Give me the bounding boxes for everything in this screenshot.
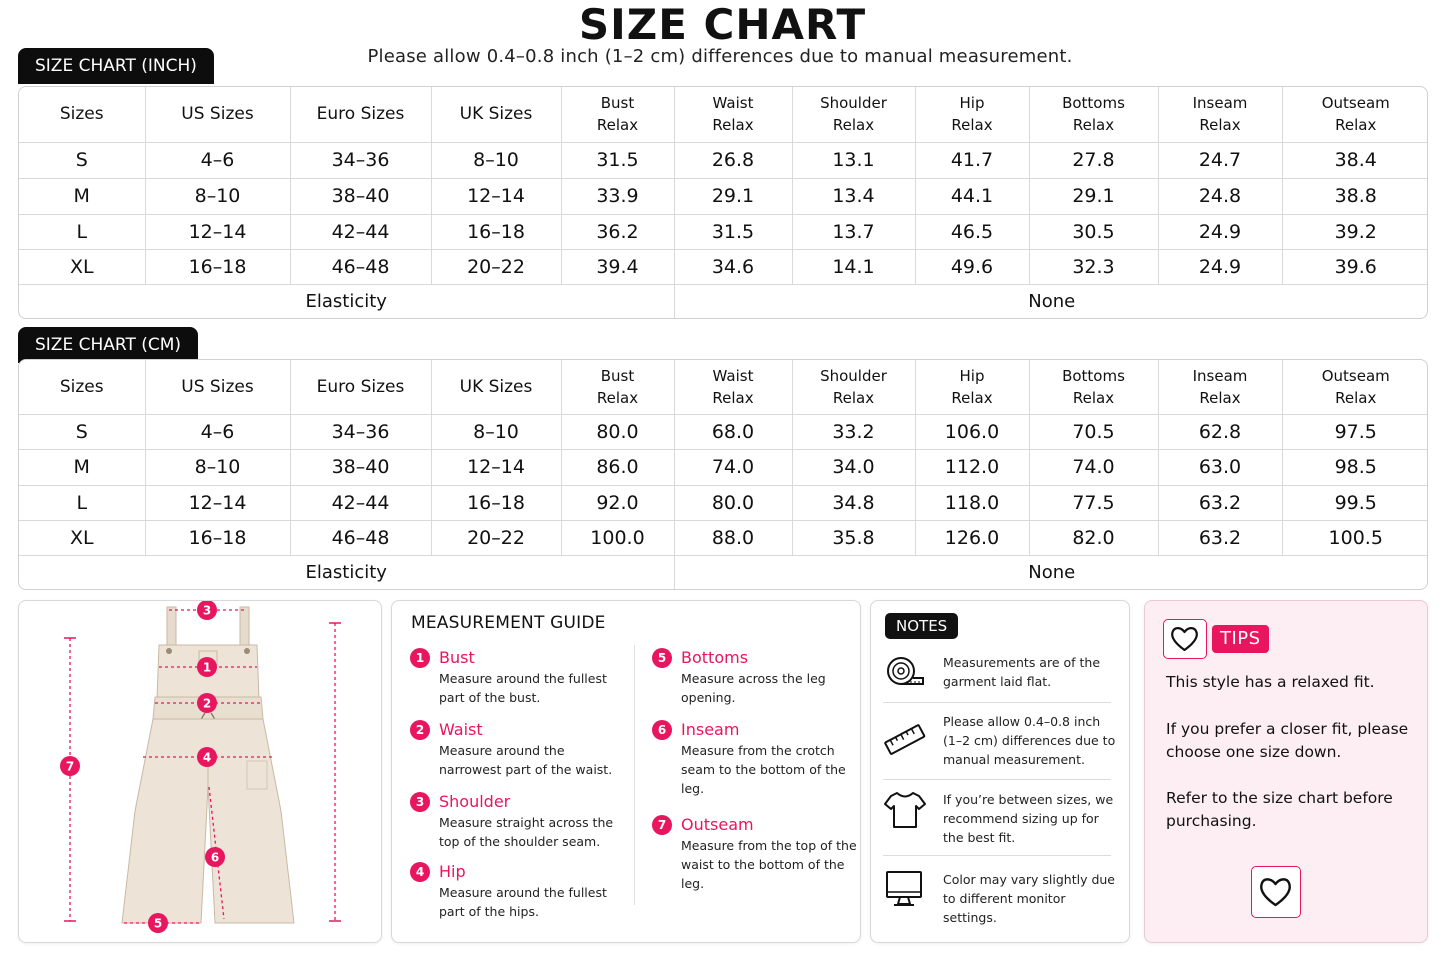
- guide-item-description: Measure from the crotch seam to the bottom of the leg.: [681, 743, 846, 796]
- table-cell: 34.6: [674, 249, 792, 284]
- tips-badge: TIPS: [1212, 625, 1269, 653]
- note-divider: [883, 855, 1111, 856]
- table-row: [19, 485, 1428, 520]
- table-row: [19, 249, 1428, 284]
- table-cell: 46.5: [915, 214, 1029, 249]
- guide-item-number: 7: [652, 815, 672, 835]
- table-cell: 29.1: [674, 178, 792, 214]
- table-cell: 80.0: [561, 414, 674, 449]
- guide-item: [652, 719, 862, 798]
- guide-item-number: 1: [410, 648, 430, 668]
- table-cell: 35.8: [792, 520, 915, 555]
- guide-item-number: 4: [410, 862, 430, 882]
- table-cell: 24.7: [1158, 142, 1282, 178]
- tips-heart-box-bottom: [1251, 866, 1301, 918]
- marker-3: [197, 601, 217, 620]
- tip-text: If you prefer a closer fit, please choose one size down.: [1166, 720, 1409, 761]
- svg-text:3: 3: [202, 603, 212, 618]
- table-cell: 98.5: [1282, 449, 1428, 485]
- table-cell: 4–6: [145, 142, 290, 178]
- measurement-guide-panel: [391, 600, 861, 943]
- table-header-row: [19, 360, 1428, 414]
- svg-text:7: 7: [65, 759, 75, 774]
- table-cell: 74.0: [1029, 449, 1158, 485]
- table-cell: 86.0: [561, 449, 674, 485]
- table-cell: 8–10: [145, 449, 290, 485]
- table-cell: 82.0: [1029, 520, 1158, 555]
- column-header-label: Shoulder: [820, 366, 887, 385]
- column-header: [561, 360, 674, 414]
- note-divider: [883, 702, 1111, 703]
- elasticity-value: None: [1028, 561, 1076, 583]
- column-header-label: Waist: [712, 366, 754, 385]
- table-cell: XL: [19, 249, 145, 284]
- table-cell: 20–22: [431, 520, 561, 555]
- guide-item-name: Waist: [439, 720, 483, 739]
- table-cell: 16–18: [431, 214, 561, 249]
- column-header-sublabel: Relax: [1199, 388, 1241, 407]
- column-header: [915, 87, 1029, 142]
- table-cell: 4–6: [145, 414, 290, 449]
- column-header: [674, 87, 792, 142]
- note-text: Measurements are of the garment laid flat.: [943, 655, 1101, 689]
- table-cell: 16–18: [431, 485, 561, 520]
- elasticity-row: [19, 555, 1428, 589]
- marker-2: [197, 693, 217, 713]
- column-header-label: Waist: [712, 94, 754, 113]
- column-header-sublabel: Relax: [1072, 388, 1115, 407]
- guide-item-name: Bottoms: [681, 648, 749, 667]
- notes-tab: NOTES: [885, 613, 958, 639]
- table-cell: 34.0: [792, 449, 915, 485]
- guide-item-number: 3: [410, 792, 430, 812]
- guide-item: [652, 814, 862, 893]
- table-cell: 12–14: [145, 214, 290, 249]
- guide-item-number: 5: [652, 648, 672, 668]
- column-header: UK Sizes: [431, 87, 561, 142]
- column-header: UK Sizes: [431, 360, 561, 414]
- table-cell: 33.2: [792, 414, 915, 449]
- column-header-sublabel: Relax: [1335, 388, 1377, 407]
- table-row: [19, 178, 1428, 214]
- guide-item: [410, 861, 620, 921]
- table-cell: 68.0: [674, 414, 792, 449]
- marker-6: [205, 847, 225, 867]
- table-cell: 99.5: [1282, 485, 1428, 520]
- table-cell: 24.9: [1158, 214, 1282, 249]
- table-cell: 33.9: [561, 178, 674, 214]
- inch-chart-tab: SIZE CHART (INCH): [18, 48, 214, 84]
- table-row: [19, 214, 1428, 249]
- table-row: [19, 142, 1428, 178]
- table-cell: S: [19, 414, 145, 449]
- table-cell: 12–14: [145, 485, 290, 520]
- table-cell: 70.5: [1029, 414, 1158, 449]
- table-cell: 29.1: [1029, 178, 1158, 214]
- guide-item-name: Bust: [439, 648, 475, 667]
- table-cell: 39.2: [1282, 214, 1428, 249]
- table-cell: 100.5: [1282, 520, 1428, 555]
- column-header: Euro Sizes: [290, 87, 431, 142]
- table-cell: L: [19, 485, 145, 520]
- column-header-label: Outseam: [1321, 94, 1390, 113]
- elasticity-label: Elasticity: [19, 284, 674, 318]
- column-header: [1029, 360, 1158, 414]
- table-cell: 106.0: [915, 414, 1029, 449]
- table-cell: 126.0: [915, 520, 1029, 555]
- guide-item-number: 2: [410, 720, 430, 740]
- table-cell: 8–10: [431, 414, 561, 449]
- column-header-label: Inseam: [1192, 366, 1248, 385]
- column-header-label: Hip: [959, 94, 985, 113]
- column-header-label: Hip: [959, 366, 985, 385]
- column-header-sublabel: Relax: [951, 116, 993, 135]
- table-cell: 88.0: [674, 520, 792, 555]
- guide-item-description: Measure around the fullest part of the hips.: [439, 885, 607, 919]
- table-cell: 16–18: [145, 249, 290, 284]
- column-header: [1158, 360, 1282, 414]
- table-cell: M: [19, 449, 145, 485]
- column-header-label: Bottoms: [1062, 366, 1125, 385]
- column-header: [1029, 87, 1158, 142]
- guide-item-description: Measure from the top of the waist to the bottom of the leg.: [681, 838, 857, 891]
- table-cell: 36.2: [561, 214, 674, 249]
- column-header-sublabel: Relax: [1072, 116, 1115, 135]
- inch-size-table: [18, 86, 1428, 319]
- table-cell: 26.8: [674, 142, 792, 178]
- guide-column-left: [410, 647, 620, 921]
- guide-item: [410, 647, 620, 707]
- column-header-label: Bust: [600, 94, 635, 113]
- table-header-row: [19, 87, 1428, 142]
- column-header-sublabel: Relax: [712, 116, 754, 135]
- column-header-sublabel: Relax: [832, 116, 875, 135]
- cm-size-table: [18, 359, 1428, 590]
- table-cell: 46–48: [290, 520, 431, 555]
- column-header: [792, 87, 915, 142]
- guide-divider: [634, 645, 635, 905]
- guide-item-description: Measure straight across the top of the shoulder seam.: [439, 815, 614, 849]
- column-header-sublabel: Relax: [596, 388, 639, 407]
- table-cell: 24.9: [1158, 249, 1282, 284]
- column-header-sublabel: Relax: [1335, 116, 1377, 135]
- tshirt-icon: [883, 790, 927, 830]
- table-cell: XL: [19, 520, 145, 555]
- column-header-label: Outseam: [1321, 366, 1390, 385]
- column-header-sublabel: Relax: [1199, 116, 1241, 135]
- table-cell: 118.0: [915, 485, 1029, 520]
- column-header: [1282, 360, 1428, 414]
- column-header: [792, 360, 915, 414]
- table-cell: 42–44: [290, 214, 431, 249]
- table-cell: 34.8: [792, 485, 915, 520]
- heart-icon: [1252, 867, 1299, 916]
- table-cell: 100.0: [561, 520, 674, 555]
- table-cell: 38–40: [290, 178, 431, 214]
- marker-1: [197, 657, 217, 677]
- heart-icon: [1164, 620, 1205, 657]
- note-divider: [883, 779, 1111, 780]
- cm-table-grid: [19, 360, 1428, 589]
- table-cell: S: [19, 142, 145, 178]
- table-cell: 39.4: [561, 249, 674, 284]
- table-cell: 38.4: [1282, 142, 1428, 178]
- table-cell: 34–36: [290, 142, 431, 178]
- table-cell: 92.0: [561, 485, 674, 520]
- table-cell: 38–40: [290, 449, 431, 485]
- table-cell: 112.0: [915, 449, 1029, 485]
- cm-chart-tab: SIZE CHART (CM): [18, 327, 198, 363]
- marker-5: [148, 913, 168, 933]
- table-cell: 8–10: [431, 142, 561, 178]
- column-header: [1282, 87, 1428, 142]
- column-header: US Sizes: [145, 87, 290, 142]
- table-cell: 38.8: [1282, 178, 1428, 214]
- table-cell: 24.8: [1158, 178, 1282, 214]
- table-cell: 39.6: [1282, 249, 1428, 284]
- tip-text: This style has a relaxed fit.: [1166, 673, 1375, 691]
- table-cell: 20–22: [431, 249, 561, 284]
- guide-item-description: Measure around the fullest part of the bust.: [439, 671, 607, 705]
- guide-item-name: Inseam: [681, 720, 740, 739]
- table-cell: 97.5: [1282, 414, 1428, 449]
- guide-item: [410, 719, 620, 779]
- column-header: US Sizes: [145, 360, 290, 414]
- elasticity-value: None: [1028, 290, 1076, 312]
- guide-item-name: Shoulder: [439, 792, 511, 811]
- elasticity-label: Elasticity: [19, 555, 674, 589]
- table-cell: 13.7: [792, 214, 915, 249]
- table-cell: 63.0: [1158, 449, 1282, 485]
- table-row: [19, 414, 1428, 449]
- column-header-sublabel: Relax: [951, 388, 993, 407]
- table-cell: 63.2: [1158, 485, 1282, 520]
- column-header-label: Inseam: [1192, 94, 1248, 113]
- table-cell: 8–10: [145, 178, 290, 214]
- tips-panel: [1144, 600, 1428, 943]
- table-cell: 63.2: [1158, 520, 1282, 555]
- column-header-label: Shoulder: [820, 94, 887, 113]
- guide-item-description: Measure around the narrowest part of the waist.: [439, 743, 613, 777]
- table-cell: 34–36: [290, 414, 431, 449]
- table-cell: 62.8: [1158, 414, 1282, 449]
- table-cell: 31.5: [674, 214, 792, 249]
- note-text: Please allow 0.4–0.8 inch (1–2 cm) differences due to manual measurement.: [943, 714, 1116, 767]
- note-text: Color may vary slightly due to different monitor settings.: [943, 872, 1115, 925]
- table-cell: 14.1: [792, 249, 915, 284]
- guide-title: MEASUREMENT GUIDE: [411, 613, 606, 633]
- marker-7: [60, 756, 80, 776]
- table-cell: 30.5: [1029, 214, 1158, 249]
- table-cell: M: [19, 178, 145, 214]
- table-cell: 41.7: [915, 142, 1029, 178]
- inch-table-grid: [19, 87, 1428, 318]
- table-cell: 31.5: [561, 142, 674, 178]
- tip-text: Refer to the size chart before purchasing.: [1166, 789, 1393, 830]
- column-header-sublabel: Relax: [596, 116, 639, 135]
- table-cell: 46–48: [290, 249, 431, 284]
- ruler-icon: [883, 720, 927, 760]
- table-cell: 32.3: [1029, 249, 1158, 284]
- svg-text:6: 6: [210, 850, 220, 865]
- tips-heart-box: [1163, 619, 1207, 659]
- column-header: Sizes: [19, 87, 145, 142]
- marker-4: [197, 747, 217, 767]
- table-cell: 27.8: [1029, 142, 1158, 178]
- table-row: [19, 520, 1428, 555]
- guide-item-number: 6: [652, 720, 672, 740]
- illustration-panel: [18, 600, 382, 943]
- note-text: If you’re between sizes, we recommend sizing up for the best fit.: [943, 792, 1114, 845]
- tape-measure-icon: [883, 653, 927, 693]
- elasticity-row: [19, 284, 1428, 318]
- column-header: [1158, 87, 1282, 142]
- column-header-sublabel: Relax: [832, 388, 875, 407]
- page-subtitle: Please allow 0.4–0.8 inch (1–2 cm) differences due to manual measurement.: [367, 46, 1073, 67]
- page-title: SIZE CHART: [578, 0, 867, 49]
- guide-item: [652, 647, 862, 707]
- svg-text:2: 2: [202, 696, 212, 711]
- column-header: Euro Sizes: [290, 360, 431, 414]
- monitor-icon: [883, 870, 927, 910]
- column-header: Sizes: [19, 360, 145, 414]
- svg-text:5: 5: [153, 916, 163, 931]
- guide-item-name: Outseam: [681, 815, 754, 834]
- table-cell: 13.1: [792, 142, 915, 178]
- column-header: [561, 87, 674, 142]
- table-cell: L: [19, 214, 145, 249]
- table-cell: 74.0: [674, 449, 792, 485]
- svg-text:1: 1: [202, 660, 212, 675]
- table-cell: 12–14: [431, 178, 561, 214]
- guide-item-name: Hip: [439, 862, 466, 881]
- column-header-sublabel: Relax: [712, 388, 754, 407]
- table-cell: 80.0: [674, 485, 792, 520]
- table-cell: 44.1: [915, 178, 1029, 214]
- column-header: [915, 360, 1029, 414]
- table-cell: 12–14: [431, 449, 561, 485]
- column-header-label: Bust: [600, 366, 635, 385]
- table-cell: 16–18: [145, 520, 290, 555]
- column-header-label: Bottoms: [1062, 94, 1125, 113]
- table-cell: 77.5: [1029, 485, 1158, 520]
- column-header: [674, 360, 792, 414]
- table-row: [19, 449, 1428, 485]
- guide-item-description: Measure across the leg opening.: [681, 671, 826, 705]
- svg-text:4: 4: [202, 750, 212, 765]
- notes-panel: [870, 600, 1130, 943]
- guide-column-right: [652, 647, 862, 893]
- table-cell: 13.4: [792, 178, 915, 214]
- table-cell: 49.6: [915, 249, 1029, 284]
- jumpsuit-illustration: [19, 601, 381, 942]
- guide-item: [410, 791, 620, 851]
- table-cell: 42–44: [290, 485, 431, 520]
